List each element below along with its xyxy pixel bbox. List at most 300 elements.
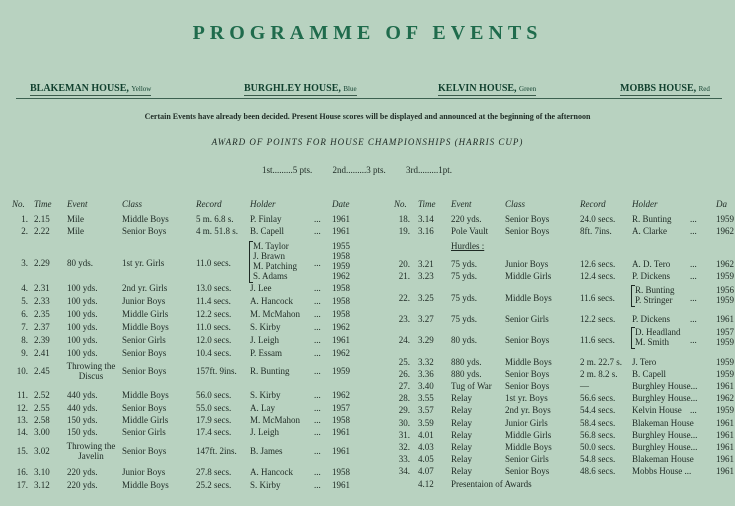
right-header-date: Da <box>716 199 727 209</box>
left-row-event: Throwing the Javelin <box>66 441 116 461</box>
right-row-class: Middle Boys <box>505 442 552 452</box>
left-row-date: 1957 <box>332 403 350 413</box>
left-row-date: 1961 <box>332 427 350 437</box>
right-row-record: 48.6 secs. <box>580 466 616 476</box>
left-row-no: 13. <box>16 415 28 425</box>
right-header-class: Class <box>505 199 526 209</box>
right-row-time: 4.12 <box>418 479 434 489</box>
left-row-dots: ... <box>314 467 321 477</box>
left-row-holder: S. Kirby <box>250 322 281 332</box>
left-row-date: 1958 <box>332 283 350 293</box>
right-row-record: 12.2 secs. <box>580 314 616 324</box>
left-row-event: 100 yds. <box>67 309 98 319</box>
left-row-holder: M. Patching <box>253 261 297 271</box>
left-row-no: 16. <box>16 467 28 477</box>
right-row-holder: Mobbs House ... <box>632 466 692 476</box>
left-row-holder: B. Capell <box>250 226 284 236</box>
left-row-event: 220 yds. <box>67 480 98 490</box>
left-row-holder: S. Kirby <box>250 480 281 490</box>
right-row-time: 3.14 <box>418 214 434 224</box>
left-row-time: 3.00 <box>34 427 50 437</box>
left-row-date: 1961 <box>332 226 350 236</box>
left-row-record: 5 m. 6.8 s. <box>196 214 234 224</box>
left-row-dots: ... <box>314 415 321 425</box>
left-row-holder: S. Kirby <box>250 390 281 400</box>
left-row-no: 1. <box>21 214 28 224</box>
left-row-time: 2.55 <box>34 403 50 413</box>
right-row-no: 19. <box>398 226 410 236</box>
left-row-record: 11.0 secs. <box>196 322 231 332</box>
right-row-dots: ... <box>690 226 697 236</box>
left-row-dots: ... <box>314 403 321 413</box>
right-row-event: Relay <box>451 418 472 428</box>
right-row-date: 1961 <box>716 381 734 391</box>
right-row-event: 220 yds. <box>451 214 482 224</box>
right-header-time: Time <box>418 199 436 209</box>
left-row-date: 1961 <box>332 214 350 224</box>
house-name: MOBBS HOUSE, <box>620 83 697 94</box>
right-row-record: 11.6 secs. <box>580 335 615 345</box>
left-row-class: Senior Boys <box>122 366 167 376</box>
right-row-holder: P. Dickens <box>632 271 670 281</box>
right-row-holder: B. Capell <box>632 369 666 379</box>
left-row-time: 3.02 <box>34 446 50 456</box>
left-row-no: 5. <box>21 296 28 306</box>
right-row-record: 11.6 secs. <box>580 293 615 303</box>
house-name: KELVIN HOUSE, <box>438 83 517 94</box>
left-row-event: 150 yds. <box>67 415 98 425</box>
left-row-record: 4 m. 51.8 s. <box>196 226 239 236</box>
left-row-dots: ... <box>314 366 321 376</box>
left-row-holder: P. Finlay <box>250 214 282 224</box>
left-row-record: 157ft. 9ins. <box>196 366 237 376</box>
left-row-record: 25.2 secs. <box>196 480 232 490</box>
right-row-time: 4.01 <box>418 430 434 440</box>
page-title: PROGRAMME OF EVENTS <box>192 22 543 44</box>
right-row-holder: A. Clarke <box>632 226 667 236</box>
right-row-date: 1959 <box>716 337 734 347</box>
right-row-event: 75 yds. <box>451 271 478 281</box>
right-row-event: 80 yds. <box>451 335 478 345</box>
left-row-holder: J. Leigh <box>250 427 279 437</box>
right-row-event: Hurdles : <box>451 241 485 251</box>
left-row-record: 17.4 secs. <box>196 427 232 437</box>
right-row-class: Senior Boys <box>505 335 550 345</box>
right-row-holder: R. Bunting <box>632 214 672 224</box>
right-row-holder: P. Stringer <box>635 295 673 305</box>
right-row-time: 4.03 <box>418 442 434 452</box>
right-row-dots: ... <box>690 405 697 415</box>
right-row-class: Senior Girls <box>505 314 549 324</box>
left-row-no: 6. <box>21 309 28 319</box>
left-row-date: 1962 <box>332 390 350 400</box>
left-row-class: 1st yr. Girls <box>122 258 165 268</box>
right-row-record: 58.4 secs. <box>580 418 616 428</box>
right-row-dots: ... <box>690 271 697 281</box>
holder-bracket <box>631 285 635 307</box>
left-row-no: 15. <box>16 446 28 456</box>
house-name: BLAKEMAN HOUSE, <box>30 83 129 94</box>
left-row-dots: ... <box>314 296 321 306</box>
holder-bracket <box>249 241 253 283</box>
right-row-no: 31. <box>398 430 410 440</box>
left-row-date: 1961 <box>332 480 350 490</box>
right-header-event: Event <box>451 199 472 209</box>
left-row-dots: ... <box>314 226 321 236</box>
left-row-class: Senior Boys <box>122 446 167 456</box>
left-row-event: 440 yds. <box>67 390 98 400</box>
right-row-class: Senior Boys <box>505 369 550 379</box>
divider <box>16 98 722 99</box>
notice-text: Certain Events have already been decided. Present House scores will be displayed and announced at the beginning of the afternoon <box>144 112 591 121</box>
left-header-date: Date <box>332 199 350 209</box>
left-row-time: 2.15 <box>34 214 50 224</box>
right-row-no: 20. <box>398 259 410 269</box>
left-row-event: 100 yds. <box>67 322 98 332</box>
right-row-dots: ... <box>690 259 697 269</box>
right-row-time: 3.25 <box>418 293 434 303</box>
right-row-date: 1956 <box>716 285 734 295</box>
left-row-record: 13.0 secs. <box>196 283 232 293</box>
left-row-holder: J. Lee <box>250 283 272 293</box>
left-header-no: No. <box>12 199 25 209</box>
right-row-date: 1962 <box>716 226 734 236</box>
house-kelvin <box>438 83 536 96</box>
right-row-date: 1957 <box>716 327 734 337</box>
right-row-no: 23. <box>398 314 410 324</box>
left-row-class: 2nd yr. Girls <box>122 283 168 293</box>
left-row-no: 4. <box>21 283 28 293</box>
right-row-record: 54.8 secs. <box>580 454 616 464</box>
right-row-time: 3.55 <box>418 393 434 403</box>
left-row-time: 2.35 <box>34 309 50 319</box>
right-header-holder: Holder <box>632 199 658 209</box>
left-row-dots: ... <box>314 348 321 358</box>
left-row-no: 3. <box>21 258 28 268</box>
left-row-record: 55.0 secs. <box>196 403 232 413</box>
right-row-record: 12.6 secs. <box>580 259 616 269</box>
right-row-time: 3.27 <box>418 314 434 324</box>
left-row-event: Mile <box>67 226 84 236</box>
holder-bracket <box>631 327 635 349</box>
left-row-record: 17.9 secs. <box>196 415 232 425</box>
right-row-event: Relay <box>451 405 472 415</box>
right-row-no: 28. <box>398 393 410 403</box>
right-row-class: Senior Boys <box>505 381 550 391</box>
left-row-time: 2.33 <box>34 296 50 306</box>
right-row-event: 880 yds. <box>451 369 482 379</box>
right-row-dots: ... <box>690 293 697 303</box>
points-first: 1st.........5 pts. <box>262 165 313 175</box>
right-row-record: — <box>580 381 589 391</box>
right-row-class: 1st yr. Boys <box>505 393 548 403</box>
left-row-dots: ... <box>314 446 321 456</box>
right-row-record: 54.4 secs. <box>580 405 616 415</box>
right-row-event: 880 yds. <box>451 357 482 367</box>
right-row-event: Relay <box>451 454 472 464</box>
right-row-event: 75 yds. <box>451 293 478 303</box>
house-name: BURGHLEY HOUSE, <box>244 83 341 94</box>
left-row-class: Senior Girls <box>122 335 166 345</box>
left-row-date: 1958 <box>332 251 350 261</box>
right-row-date: 1961 <box>716 430 734 440</box>
house-colour: Green <box>519 85 537 93</box>
left-row-time: 2.45 <box>34 366 50 376</box>
right-header-record: Record <box>580 199 606 209</box>
right-row-no: 21. <box>398 271 410 281</box>
left-row-holder: R. Bunting <box>250 366 290 376</box>
right-row-event: Pole Vault <box>451 226 489 236</box>
left-row-dots: ... <box>314 335 321 345</box>
right-row-holder: Kelvin House <box>632 405 682 415</box>
points-third: 3rd.........1pt. <box>406 165 453 175</box>
left-row-event: 80 yds. <box>67 258 94 268</box>
right-row-date: 1959 <box>716 295 734 305</box>
right-row-no: 30. <box>398 418 410 428</box>
left-row-class: Senior Boys <box>122 403 167 413</box>
left-row-time: 2.31 <box>34 283 50 293</box>
right-row-record: 12.4 secs. <box>580 271 616 281</box>
right-row-holder: Burghley House... <box>632 442 698 452</box>
left-header-record: Record <box>196 199 222 209</box>
left-row-date: 1962 <box>332 322 350 332</box>
left-row-dots: ... <box>314 427 321 437</box>
right-row-date: 1961 <box>716 314 734 324</box>
left-row-time: 2.37 <box>34 322 50 332</box>
left-row-date: 1961 <box>332 335 350 345</box>
left-row-date: 1959 <box>332 261 350 271</box>
left-row-no: 10. <box>16 366 28 376</box>
right-row-no: 29. <box>398 405 410 415</box>
left-row-class: Senior Boys <box>122 226 167 236</box>
right-row-event: Relay <box>451 430 472 440</box>
right-row-record: 50.0 secs. <box>580 442 616 452</box>
right-row-date: 1962 <box>716 393 734 403</box>
right-row-holder: P. Dickens <box>632 314 670 324</box>
house-blakeman <box>30 83 151 96</box>
left-row-event: 100 yds. <box>67 296 98 306</box>
right-row-time: 3.29 <box>418 335 434 345</box>
left-row-date: 1958 <box>332 309 350 319</box>
right-row-class: Junior Boys <box>505 259 549 269</box>
left-row-class: Middle Girls <box>122 415 169 425</box>
right-row-date: 1959 <box>716 369 734 379</box>
right-row-record: 2 m. 8.2 s. <box>580 369 618 379</box>
right-row-time: 3.57 <box>418 405 434 415</box>
left-row-class: Middle Boys <box>122 390 169 400</box>
left-row-holder: A. Hancock <box>250 296 293 306</box>
right-row-record: 56.8 secs. <box>580 430 616 440</box>
left-row-event: Mile <box>67 214 84 224</box>
left-row-dots: ... <box>314 258 321 268</box>
left-row-date: 1958 <box>332 415 350 425</box>
right-row-dots: ... <box>690 314 697 324</box>
right-row-date: 1961 <box>716 466 734 476</box>
left-row-time: 2.52 <box>34 390 50 400</box>
right-row-event: Presentaion of Awards <box>451 479 532 489</box>
left-row-class: Middle Boys <box>122 480 169 490</box>
left-row-time: 3.12 <box>34 480 50 490</box>
left-row-class: Middle Boys <box>122 214 169 224</box>
right-row-event: Relay <box>451 466 472 476</box>
house-burghley <box>244 83 357 96</box>
right-row-time: 4.07 <box>418 466 434 476</box>
left-row-date: 1962 <box>332 348 350 358</box>
right-row-date: 1959 <box>716 405 734 415</box>
left-row-time: 2.41 <box>34 348 50 358</box>
left-row-dots: ... <box>314 322 321 332</box>
left-row-time: 2.22 <box>34 226 50 236</box>
right-row-holder: Burghley House... <box>632 381 698 391</box>
left-row-date: 1959 <box>332 366 350 376</box>
right-row-time: 3.40 <box>418 381 434 391</box>
left-row-event: 100 yds. <box>67 348 98 358</box>
left-row-event: Throwing the Discus <box>66 361 116 381</box>
left-row-class: Junior Boys <box>122 467 166 477</box>
right-row-class: Senior Girls <box>505 454 549 464</box>
right-row-no: 26. <box>398 369 410 379</box>
right-row-no: 34. <box>398 466 410 476</box>
left-row-dots: ... <box>314 309 321 319</box>
left-row-event: 100 yds. <box>67 283 98 293</box>
left-row-record: 27.8 secs. <box>196 467 232 477</box>
right-row-class: Senior Boys <box>505 214 550 224</box>
right-row-holder: Blakeman House <box>632 418 694 428</box>
left-row-record: 11.0 secs. <box>196 258 231 268</box>
right-row-event: 75 yds. <box>451 259 478 269</box>
left-row-class: Junior Boys <box>122 296 166 306</box>
left-row-no: 8. <box>21 335 28 345</box>
left-row-no: 11. <box>17 390 28 400</box>
right-row-dots: ... <box>690 214 697 224</box>
right-row-no: 25. <box>398 357 410 367</box>
left-row-event: 150 yds. <box>67 427 98 437</box>
right-row-record: 8ft. 7ins. <box>580 226 612 236</box>
right-row-no: 24. <box>398 335 410 345</box>
left-row-time: 3.10 <box>34 467 50 477</box>
left-row-holder: M. Taylor <box>253 241 289 251</box>
right-row-date: 1959 <box>716 271 734 281</box>
right-row-time: 3.16 <box>418 226 434 236</box>
left-header-class: Class <box>122 199 143 209</box>
left-row-class: Middle Boys <box>122 322 169 332</box>
left-row-event: 440 yds. <box>67 403 98 413</box>
right-row-date: 1959 <box>716 357 734 367</box>
right-row-date: 1959 <box>716 214 734 224</box>
right-row-no: 33. <box>398 454 410 464</box>
right-row-record: 56.6 secs. <box>580 393 616 403</box>
left-row-class: Middle Girls <box>122 309 169 319</box>
house-colour: Blue <box>343 85 357 93</box>
left-row-record: 10.4 secs. <box>196 348 232 358</box>
left-row-date: 1962 <box>332 271 350 281</box>
right-row-class: Middle Girls <box>505 271 552 281</box>
left-row-time: 2.29 <box>34 258 50 268</box>
left-row-holder: M. McMahon <box>250 415 300 425</box>
right-row-holder: D. Headland <box>635 327 681 337</box>
right-row-record: 24.0 secs. <box>580 214 616 224</box>
left-header-time: Time <box>34 199 52 209</box>
right-row-date: 1962 <box>716 259 734 269</box>
right-row-class: Senior Boys <box>505 466 550 476</box>
left-row-no: 9. <box>21 348 28 358</box>
right-row-date: 1961 <box>716 442 734 452</box>
right-header-no: No. <box>394 199 407 209</box>
right-row-holder: M. Smith <box>635 337 670 347</box>
points-second: 2nd.........3 pts. <box>332 165 386 175</box>
right-row-holder: J. Tero <box>632 357 657 367</box>
right-row-date: 1961 <box>716 418 734 428</box>
house-colour: Red <box>698 85 710 93</box>
right-row-time: 3.23 <box>418 271 434 281</box>
left-row-record: 11.4 secs. <box>196 296 231 306</box>
right-row-no: 22. <box>398 293 410 303</box>
left-row-record: 12.2 secs. <box>196 309 232 319</box>
points-scale <box>262 165 470 175</box>
right-row-time: 3.21 <box>418 259 434 269</box>
left-row-dots: ... <box>314 390 321 400</box>
right-row-no: 32. <box>398 442 410 452</box>
house-mobbs <box>620 83 710 96</box>
right-row-class: Middle Girls <box>505 430 552 440</box>
left-row-time: 2.39 <box>34 335 50 345</box>
left-row-record: 12.0 secs. <box>196 335 232 345</box>
left-row-no: 2. <box>21 226 28 236</box>
left-row-event: 100 yds. <box>67 335 98 345</box>
right-row-event: Relay <box>451 442 472 452</box>
right-row-holder: Burghley House... <box>632 393 698 403</box>
left-row-event: 220 yds. <box>67 467 98 477</box>
right-row-class: Senior Boys <box>505 226 550 236</box>
left-row-record: 147ft. 2ins. <box>196 446 237 456</box>
left-row-dots: ... <box>314 480 321 490</box>
left-row-time: 2.58 <box>34 415 50 425</box>
right-row-no: 18. <box>398 214 410 224</box>
left-header-event: Event <box>67 199 88 209</box>
right-row-time: 4.05 <box>418 454 434 464</box>
left-row-holder: J. Brawn <box>253 251 285 261</box>
left-row-date: 1961 <box>332 446 350 456</box>
left-row-date: 1958 <box>332 296 350 306</box>
left-row-holder: P. Essam <box>250 348 283 358</box>
right-row-time: 3.36 <box>418 369 434 379</box>
right-row-time: 3.59 <box>418 418 434 428</box>
left-row-holder: S. Adams <box>253 271 288 281</box>
right-row-class: 2nd yr. Boys <box>505 405 551 415</box>
left-row-no: 17. <box>16 480 28 490</box>
left-row-holder: B. James <box>250 446 283 456</box>
left-row-class: Senior Girls <box>122 427 166 437</box>
left-header-holder: Holder <box>250 199 276 209</box>
house-colour: Yellow <box>131 85 152 93</box>
right-row-holder: R. Bunting <box>635 285 675 295</box>
right-row-holder: Burghley House... <box>632 430 698 440</box>
left-row-no: 14. <box>16 427 28 437</box>
right-row-class: Middle Boys <box>505 293 552 303</box>
right-row-record: 2 m. 22.7 s. <box>580 357 623 367</box>
left-row-dots: ... <box>314 214 321 224</box>
right-row-class: Junior Girls <box>505 418 548 428</box>
left-row-record: 56.0 secs. <box>196 390 232 400</box>
right-row-holder: A. D. Tero <box>632 259 671 269</box>
left-row-holder: A. Hancock <box>250 467 293 477</box>
left-row-holder: A. Lay <box>250 403 275 413</box>
left-row-class: Senior Boys <box>122 348 167 358</box>
left-row-holder: J. Leigh <box>250 335 279 345</box>
left-row-holder: M. McMahon <box>250 309 300 319</box>
left-row-date: 1958 <box>332 467 350 477</box>
left-row-no: 7. <box>21 322 28 332</box>
